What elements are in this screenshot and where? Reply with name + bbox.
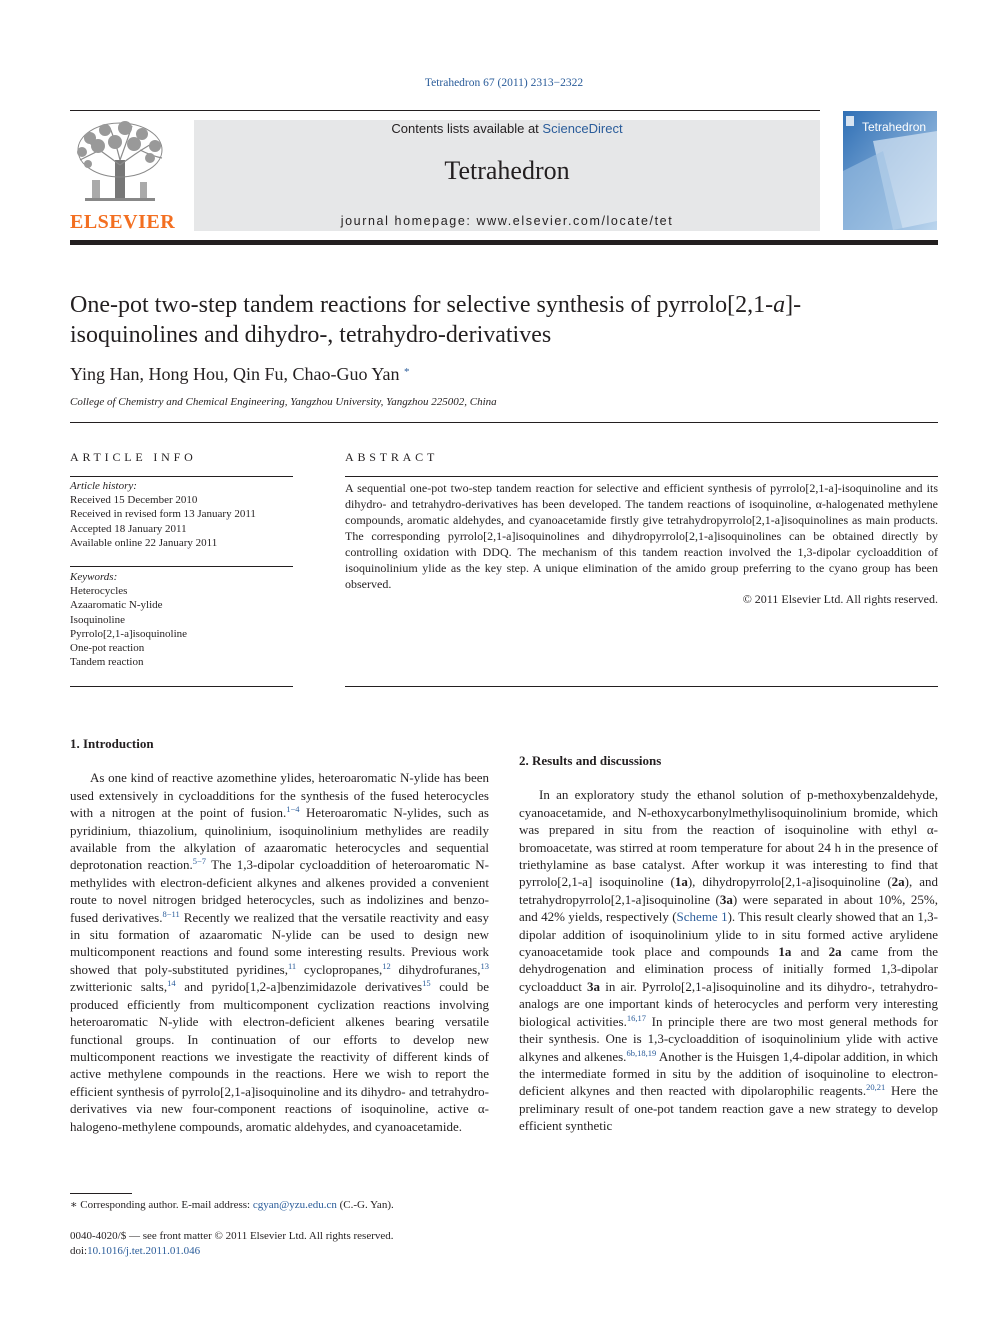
scheme-link[interactable]: Scheme 1: [676, 909, 728, 925]
corresponding-author-mark[interactable]: *: [404, 366, 410, 378]
text-run: cyclopropanes,: [296, 961, 383, 977]
history-received: Received 15 December 2010: [70, 494, 198, 507]
compound-label: 2a: [891, 874, 905, 890]
text-run: ). This result clearly showed that an 1,3-dipolar addition of isoquinolinium ylide to in situ formed active arylidene cyanoacetamide took place and compounds: [519, 909, 938, 960]
elsevier-wordmark: ELSEVIER: [70, 211, 176, 233]
title-italic: a: [773, 292, 786, 318]
contents-prefix: Contents lists available at: [391, 121, 543, 136]
history-accepted: Accepted 18 January 2011: [70, 522, 187, 535]
keyword: Isoquinoline: [70, 613, 125, 626]
text-run: in air. Pyrrolo[2,1-a]isoquinoline and its dihydro-, tetrahydro-analogs are one important kinds of heterocycles and perform very interesting biological activities.: [519, 978, 938, 1029]
history-revised: Received in revised form 13 January 2011: [70, 508, 256, 521]
history-label: Article history:: [70, 480, 137, 492]
results-paragraph: [519, 786, 938, 1134]
title-line2: isoquinolines and dihydro-, tetrahydro-derivatives: [70, 322, 552, 348]
citation-link[interactable]: 20,21: [866, 1082, 886, 1093]
text-run: ), and tetrahydropyrrolo[2,1-a]isoquinoline (: [519, 874, 938, 907]
footnote-rule: [70, 1193, 132, 1194]
text-run: and: [791, 944, 829, 960]
text-run: ), dihydropyrrolo[2,1-a]isoquinoline (: [687, 874, 892, 890]
abstract-text: A sequential one-pot two-step tandem reaction for selective and efficient synthesis of pyrrolo[2,1-a]-isoquinoline and its dihydro- and tetrahydro-derivatives has been developed. The tandem reactions of isoquinoline, α-halogenated methylene compounds, aromatic aldehydes, and cyanoacetamide firstly give tetrahydropyrrolo[2,1-a]isoquinolines as main products. The corresponding pyrrolo[2,1-a]isoquinolines and dihydropyrrolo[2,1-a]isoquinolines can be obtained directly by controlling oxidation with DDQ. The mechanism of this tandem reaction involved the 1,3-dipolar cycloaddition of isoquinolinium ylide as the key step. A unique elimination of the amido group preferring to the cyano group has been observed.: [345, 481, 938, 591]
cover-title: Tetrahedron: [862, 120, 927, 134]
text-run: dihydrofuranes,: [390, 961, 481, 977]
results-heading: 2. Results and discussions: [519, 753, 662, 768]
front-matter: [70, 1229, 394, 1258]
keyword: Tandem reaction: [70, 656, 144, 669]
header-thick-rule: [70, 240, 938, 245]
footnote-suffix: (C.-G. Yan).: [336, 1199, 394, 1211]
corresponding-footnote: [70, 1198, 394, 1211]
issn-line: 0040-4020/$ — see front matter © 2011 Elsevier Ltd. All rights reserved.: [70, 1230, 394, 1242]
citation-link[interactable]: 6b,18,19: [626, 1047, 657, 1058]
text-run: Another is the Huisgen 1,4-dipolar addition, in which the intermediate formed in situ by the addition of isoquinoline to electron-deficient alkynes and then reacted with dipolarophilic reagents.: [519, 1048, 938, 1099]
info-rule-3: [70, 686, 293, 687]
text-run: Heteroaromatic N-ylides, such as pyridinium, thiazolium, quinolinium, isoquinolinium methylides are readily available from the alkylation of azaaromatic heterocycles and sequential deprotonation reaction.: [70, 805, 489, 873]
doi-prefix: doi:: [70, 1244, 88, 1257]
article-history: [70, 479, 293, 550]
journal-homepage[interactable]: journal homepage: www.elsevier.com/locate/tet: [340, 214, 674, 228]
keyword: Pyrrolo[2,1-a]isoquinoline: [70, 627, 188, 640]
article-title: [70, 290, 940, 350]
citation-link[interactable]: 13: [480, 960, 489, 971]
authors: Ying Han, Hong Hou, Qin Fu, Chao-Guo Yan: [70, 364, 400, 384]
header-rule: [70, 110, 820, 111]
author-list: [70, 364, 410, 385]
keyword: Azaaromatic N-ylide: [70, 599, 163, 612]
doi-link[interactable]: 10.1016/j.tet.2011.01.046: [87, 1244, 201, 1257]
compound-label: 3a: [719, 891, 733, 907]
right-column: [519, 735, 938, 1135]
journal-name: Tetrahedron: [444, 156, 570, 185]
citation-link[interactable]: 11: [287, 960, 297, 971]
keywords-label: Keywords:: [70, 571, 118, 583]
text-run: In principle there are two most general methods for their synthesis. One is 1,3-cycloaddition of isoquinolinium ylide with active alkynes and alkenes.: [519, 1013, 938, 1064]
affiliation-rule: [70, 422, 938, 423]
citation-link[interactable]: 8−11: [162, 908, 180, 919]
abstract-copyright: © 2011 Elsevier Ltd. All rights reserved.: [742, 592, 938, 606]
citation-link[interactable]: 14: [167, 978, 176, 989]
text-run: The 1,3-dipolar cycloaddition of heteroaromatic N-methylides with electron-deficient alkynes and alkenes provided a convenient route to novel nitrogen bridged heterocycles, such as indolizines and benzo-fused derivatives.: [70, 857, 489, 925]
abstract-heading: ABSTRACT: [345, 450, 439, 464]
history-online: Available online 22 January 2011: [70, 536, 218, 549]
text-run: zwitterionic salts,: [70, 979, 168, 995]
title-line1-end: ]-: [785, 292, 802, 318]
keywords: [70, 570, 293, 669]
text-run: ) were separated in about 10%, 25%, and 42% yields, respectively (: [519, 891, 938, 925]
compound-label: 2a: [828, 944, 842, 960]
tree-icon: [70, 120, 170, 210]
info-rule: [70, 476, 293, 477]
text-run: In an exploratory study the ethanol solution of p-methoxybenzaldehyde, cyanoacetamide, and N-ethoxycarbonylmethylisoquinolinium bromide, which was prepared in situ from the reaction of isoquinoline with ethyl α-bromoacetate, was stirred at room temperature for about 24 h in the presence of triethylamine as base catalyst. After workup it was interesting to find that pyrrolo[2,1-a] isoquinoline (: [519, 787, 938, 890]
compound-label: 3a: [587, 978, 601, 994]
footnote-prefix: ∗ Corresponding author. E-mail address:: [70, 1199, 253, 1211]
introduction-paragraph: [70, 769, 489, 1135]
citation-link[interactable]: 1−4: [286, 804, 300, 815]
contents-line: [194, 121, 820, 136]
doi-line: [70, 1244, 394, 1259]
citation-link[interactable]: 15: [422, 978, 431, 989]
text-run: could be produced efficiently from multicomponent cyclization reactions involving heteroaromatic N-ylide with electron-deficient alkenes bearing versatile functional groups. In continuation of our efforts to develop new multicomponent reactions we investigate the reactivity of different kinds of active methylene compounds in the reactions. Here we wish to report the efficient synthesis of pyrrolo[2,1-a]isoquinoline and its dihydro- and tetrahydro-derivatives via new four-component reactions of isoquinoline, active α-halogeno-methylene compounds, aromatic aldehydes, and cyanoacetamide.: [70, 979, 489, 1134]
article-info-heading: ARTICLE INFO: [70, 450, 197, 464]
citation-link[interactable]: 5−7: [192, 856, 207, 867]
citation-link[interactable]: 16,17: [626, 1012, 646, 1023]
text-run: Here the preliminary result of one-pot tandem reaction gave a new strategy to develop efficient synthetic: [519, 1083, 939, 1134]
journal-reference[interactable]: Tetrahedron 67 (2011) 2313−2322: [424, 77, 584, 89]
keyword: One-pot reaction: [70, 642, 145, 655]
text-run: Recently we realized that the versatile reactivity and easy in situ formation of azaaromatic N-ylide can be used to design new multicomponent reactions and found some interesting results. Previous work showed that poly-substituted pyridines,: [70, 909, 489, 977]
citation-link[interactable]: 12: [382, 960, 391, 971]
info-rule-2: [70, 566, 293, 567]
compound-label: 1a: [778, 944, 792, 960]
text-run: As one kind of reactive azomethine ylides, heteroaromatic N-ylide has been used extensively in cycloadditions for the synthesis of the fused heterocycles with a nitrogen at the point of fusion.: [70, 770, 489, 821]
abstract-rule: [345, 476, 938, 477]
sciencedirect-link[interactable]: ScienceDirect: [542, 121, 623, 136]
affiliation: College of Chemistry and Chemical Engineering, Yangzhou University, Yangzhou 225002, China: [70, 396, 497, 408]
introduction-heading: 1. Introduction: [70, 736, 154, 751]
abstract-rule-2: [345, 686, 938, 687]
left-column: [70, 735, 489, 1135]
text-run: and pyrido[1,2-a]benzimidazole derivatives: [175, 979, 423, 995]
text-run: came from the dehydrogenation and elimination process of initially formed 1,3-dipolar cycloadduct: [519, 944, 938, 994]
keyword: Heterocycles: [70, 585, 128, 598]
email-link[interactable]: cgyan@yzu.edu.cn: [252, 1199, 337, 1211]
title-line1: One-pot two-step tandem reactions for selective synthesis of pyrrolo[2,1-: [70, 292, 774, 318]
compound-label: 1a: [674, 874, 688, 890]
